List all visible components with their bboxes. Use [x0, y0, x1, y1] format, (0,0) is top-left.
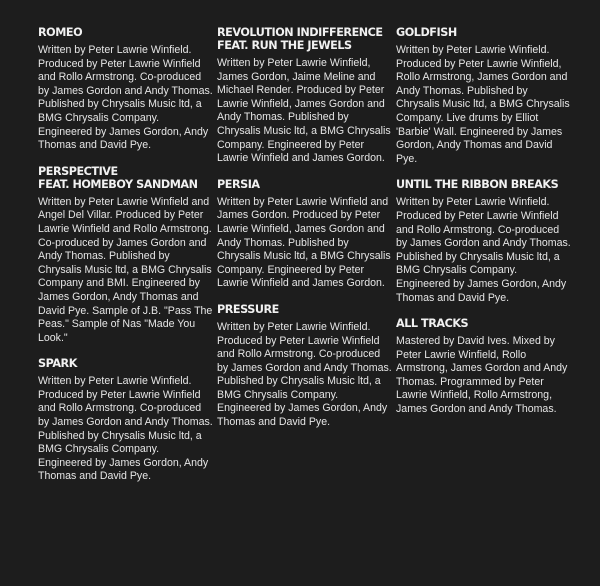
track-credits-perspective	[38, 165, 213, 346]
track-credits-text: Written by Peter Lawrie Winfield. Produced by Peter Lawrie Winfield and Rollo Armstrong. Co-produced by James Gordon and Andy Thomas. Published by Chrysalis Music ltd, a BMG Chrysalis Company. Engineered by James Gordon, Andy Thomas and David Pye.	[38, 44, 213, 152]
track-credits-text: Written by Peter Lawrie Winfield. Produced by Peter Lawrie Winfield and Rollo Armstrong. Co-produced by James Gordon and Andy Thomas. Published by Chrysalis Music ltd, a BMG Chrysalis Company. Engineered by James Gordon, Andy Thomas and David Pye.	[217, 320, 392, 429]
track-title: GOLDFISH	[396, 26, 457, 39]
track-credits-text: Mastered by David Ives. Mixed by Peter Lawrie Winfield, Rollo Armstrong, James Gordon and Andy Thomas. Programmed by Peter Lawrie Winfield, Rollo Armstrong, James Gordon and Andy Thomas.	[396, 335, 568, 416]
track-title: PERSIA	[217, 177, 260, 191]
track-title: ROMEO	[38, 26, 83, 39]
track-credits-text: Written by Peter Lawrie Winfield. Produced by Peter Lawrie Winfield and Rollo Armstrong. Co-produced by James Gordon and Andy Thomas. Published by Chrysalis Music ltd, a BMG Chrysalis Company. Engineered by James Gordon, Andy Thomas and David Pye.	[396, 196, 571, 304]
track-title: PRESSURE	[217, 302, 279, 316]
track-credits-text: Written by Peter Lawrie Winfield and James Gordon. Produced by Peter Lawrie Winfield, James Gordon and Andy Thomas. Published by Chrysalis Music ltd, a BMG Chrysalis Company. Engineered by Peter Lawrie Winfield and James Gordon.	[217, 195, 391, 290]
track-title: ALL TRACKS	[396, 317, 469, 331]
track-credits-until-the-ribbon-breaks	[396, 178, 571, 305]
track-title: SPARK	[38, 357, 77, 371]
track-credits-all-tracks	[396, 317, 571, 417]
track-title: UNTIL THE RIBBON BREAKS	[396, 178, 559, 192]
track-credits-text: Written by Peter Lawrie Winfield, James Gordon, Jaime Meline and Michael Render. Produced by Peter Lawrie Winfield, James Gordon and Andy Thomas. Published by Chrysalis Music ltd, a BMG Chrysalis Company. Engineered by Peter Lawrie Winfield and James Gordon.	[217, 57, 391, 165]
credits-column-left	[38, 26, 213, 496]
track-title: REVOLUTION INDIFFERENCE FEAT. RUN THE JEWELS	[217, 26, 383, 52]
credits-column-middle	[217, 26, 392, 442]
track-credits-goldfish	[396, 26, 571, 166]
track-credits-pressure	[217, 303, 392, 430]
track-credits-text: Written by Peter Lawrie Winfield. Produced by Peter Lawrie Winfield, Rollo Armstrong, James Gordon and Andy Thomas. Published by Chrysalis Music ltd, a BMG Chrysalis Company. Live drums by Elliot 'Barbie' Wall. Engineered by James Gordon, Andy Thomas and David Pye.	[396, 44, 570, 165]
track-credits-spark	[38, 357, 213, 484]
track-credits-persia	[217, 178, 392, 291]
track-credits-romeo	[38, 26, 213, 153]
credits-column-right	[396, 26, 571, 429]
track-credits-text: Written by Peter Lawrie Winfield and Angel Del Villar. Produced by Peter Lawrie Winfield and Rollo Armstrong. Co-produced by James Gordon and Andy Thomas. Published by Chrysalis Music ltd, a BMG Chrysalis Company and BMI. Engineered by James Gordon, Andy Thomas and David Pye. Sample of J.B. "Pass The Peas." Sample of Nas "Made You Look."	[38, 195, 213, 344]
track-credits-revolution-indifference	[217, 26, 392, 166]
track-credits-text: Written by Peter Lawrie Winfield. Produced by Peter Lawrie Winfield and Rollo Armstrong. Co-produced by James Gordon and Andy Thomas. Published by Chrysalis Music ltd, a BMG Chrysalis Company. Engineered by James Gordon, Andy Thomas and David Pye.	[38, 375, 213, 483]
track-title: PERSPECTIVE FEAT. HOMEBOY SANDMAN	[38, 164, 198, 191]
